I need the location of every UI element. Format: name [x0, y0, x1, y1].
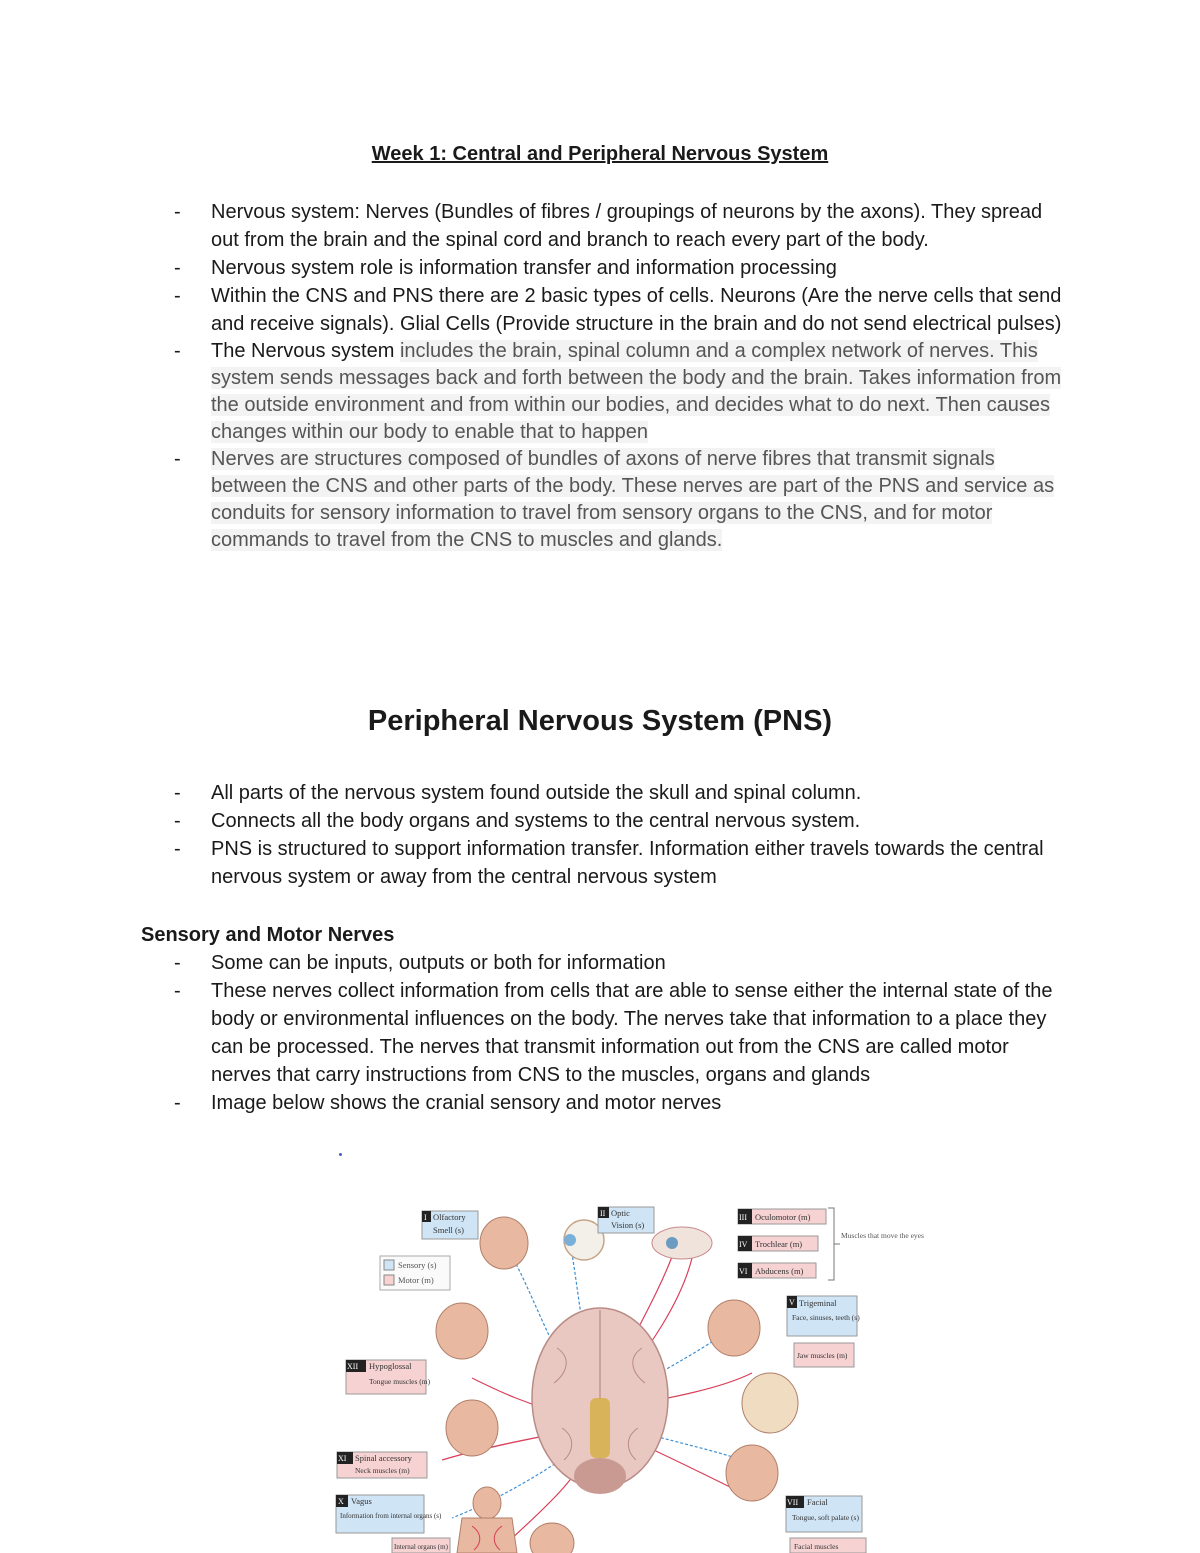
- nerve-number: VII: [787, 1498, 799, 1507]
- nerve-number: III: [739, 1213, 747, 1222]
- nerve-detail: Face, sinuses, teeth (s): [792, 1313, 860, 1322]
- list-item: - Connects all the body organs and systems to the central nervous system.: [172, 807, 1072, 835]
- nerve-number: II: [600, 1209, 606, 1218]
- nerve-name-hypoglossal: Hypoglossal: [369, 1361, 412, 1371]
- head-illustration: [708, 1300, 760, 1356]
- list-item: - These nerves collect information from cells that are able to sense either the internal state of the body or environmental influences on the body. The nerves take that information to a place they can be processed. The nerves that transmit information out from the CNS are called motor nerves that carry instructions from CNS to the muscles, organs and glands: [172, 977, 1072, 1089]
- list-item: [172, 446, 1072, 554]
- head-illustration: [726, 1445, 778, 1501]
- nerve-detail: Neck muscles (m): [355, 1466, 410, 1475]
- nerve-name-trochlear: Trochlear (m): [755, 1239, 803, 1249]
- head-illustration: [473, 1487, 501, 1519]
- legend-sensory-swatch: [384, 1260, 394, 1270]
- nerve-number: VI: [739, 1267, 748, 1276]
- nerve-number: IV: [739, 1240, 748, 1249]
- section-heading-pns: Peripheral Nervous System (PNS): [367, 705, 833, 737]
- head-illustration: [742, 1373, 798, 1433]
- nerve-detail: Information from internal organs (s): [340, 1512, 442, 1520]
- cranial-nerves-figure: [332, 1198, 924, 1553]
- pns-list: [172, 779, 1072, 891]
- sensory-motor-list: [172, 949, 1072, 1117]
- nerve-number: I: [424, 1213, 427, 1222]
- nerve-detail: Vision (s): [611, 1220, 645, 1230]
- nerve-name-trigeminal: Trigeminal: [799, 1298, 837, 1308]
- list-item: - Nervous system: Nerves (Bundles of fibres / groupings of neurons by the axons). They spread out from the brain and the spinal cord and branch to reach every part of the body.: [172, 198, 1072, 254]
- nerve-number: XI: [338, 1454, 347, 1463]
- legend-sensory-label: Sensory (s): [398, 1260, 437, 1270]
- nerve-detail-motor: Internal organs (m): [394, 1543, 448, 1551]
- intro-list: [172, 198, 1072, 554]
- nerve-name-olfactory: Olfactory: [433, 1212, 466, 1222]
- list-item: - Nervous system role is information transfer and information processing: [172, 254, 1072, 282]
- nerve-detail-motor: Jaw muscles (m): [797, 1351, 848, 1360]
- head-illustration: [436, 1303, 488, 1359]
- stray-mark: [339, 1153, 342, 1156]
- torso-illustration: [457, 1518, 517, 1553]
- highlighted-text: Nerves are structures composed of bundles of axons of nerve fibres that transmit signals between the CNS and other parts of the body. These nerves are part of the PNS and service as conduits for sensory information to travel from sensory organs to the CNS, and for motor commands to travel from the CNS to muscles and glands.: [211, 448, 1055, 551]
- nerve-name-oculomotor: Oculomotor (m): [755, 1212, 811, 1222]
- head-illustration: [530, 1523, 574, 1553]
- list-item: - Some can be inputs, outputs or both for information: [172, 949, 1072, 977]
- page-title: Week 1: Central and Peripheral Nervous System: [371, 143, 829, 165]
- nerve-name-facial: Facial: [807, 1497, 828, 1507]
- legend-motor-swatch: [384, 1275, 394, 1285]
- nerve-name-abducens: Abducens (m): [755, 1266, 804, 1276]
- subheading-sensory-motor: Sensory and Motor Nerves: [141, 924, 395, 946]
- nerve-detail: Smell (s): [433, 1225, 464, 1235]
- head-illustration: [480, 1217, 528, 1269]
- list-item: [172, 338, 1072, 446]
- nerve-detail: Tongue, soft palate (s): [792, 1513, 859, 1522]
- nerve-detail: Tongue muscles (m): [369, 1377, 431, 1386]
- eye-muscles-note: Muscles that move the eyes: [841, 1231, 924, 1240]
- nerve-name-optic: Optic: [611, 1208, 630, 1218]
- nerve-detail-motor: Facial muscles: [794, 1542, 839, 1551]
- eye-muscles-illustration: [652, 1227, 712, 1259]
- list-item-text: The Nervous system: [211, 340, 400, 362]
- head-illustration: [446, 1400, 498, 1456]
- list-item: - Image below shows the cranial sensory and motor nerves: [172, 1089, 1072, 1117]
- legend-motor-label: Motor (m): [398, 1275, 434, 1285]
- nerve-number: X: [338, 1497, 344, 1506]
- nerve-name-vagus: Vagus: [351, 1496, 372, 1506]
- nerve-number: XII: [347, 1362, 359, 1371]
- nerve-number: V: [789, 1298, 795, 1307]
- list-item: - PNS is structured to support information transfer. Information either travels towards the central nervous system or away from the central nervous system: [172, 835, 1072, 891]
- list-item: - All parts of the nervous system found outside the skull and spinal column.: [172, 779, 1072, 807]
- highlighted-text: includes the brain, spinal column and a complex network of nerves. This system sends messages back and forth between the body and the brain. Takes information from the outside environment and from within our bodies, and decides what to do next. Then causes changes within our body to enable that to happen: [211, 340, 1062, 443]
- list-item: - Within the CNS and PNS there are 2 basic types of cells. Neurons (Are the nerve cells that send and receive signals). Glial Cells (Provide structure in the brain and do not send electrical pulses): [172, 282, 1072, 338]
- nerve-name-spinal-accessory: Spinal accessory: [355, 1453, 412, 1463]
